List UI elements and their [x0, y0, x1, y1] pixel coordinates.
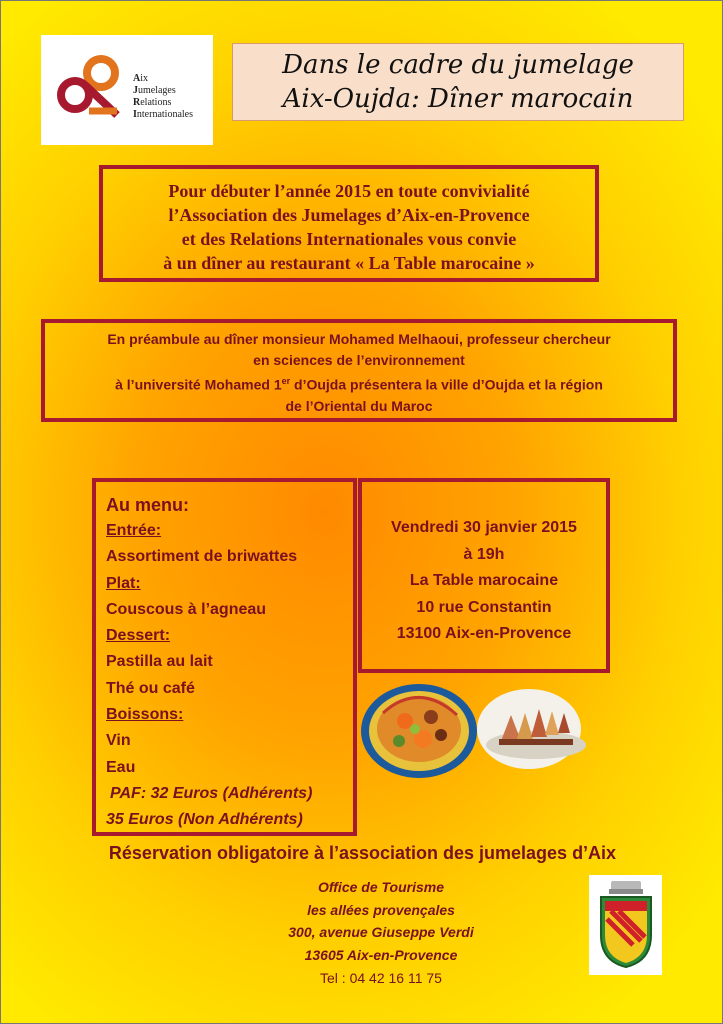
title-banner: [232, 43, 684, 121]
menu-heading: Au menu:: [106, 495, 189, 515]
price-members: PAF: 32 Euros (Adhérents): [110, 784, 313, 802]
intro-line: l’Association des Jumelages d’Aix-en-Provence: [168, 205, 530, 225]
menu-section-entree: Entrée:: [106, 522, 162, 539]
office-city: 13605 Aix-en-Provence: [304, 947, 458, 964]
price-non-members: 35 Euros (Non Adhérents): [106, 811, 303, 829]
logo-text: Aix Jumelages Relations Internationales: [133, 73, 193, 120]
ajri-logo-mark-icon: [55, 51, 129, 125]
event-details-box: [358, 478, 610, 673]
menu-section-plat: Plat:: [106, 574, 141, 592]
menu-item: Vin: [106, 732, 131, 750]
menu-item: Thé ou café: [106, 679, 195, 697]
intro-line: Pour débuter l’année 2015 en toute convivialité: [168, 181, 530, 201]
event-date: Vendredi 30 janvier 2015: [391, 519, 577, 536]
couscous-and-tagine-photo: [361, 683, 586, 783]
menu-item: Pastilla au lait: [106, 653, 213, 671]
menu-item: Couscous à l’agneau: [106, 600, 267, 618]
menu-box: [92, 478, 357, 836]
office-name: Office de Tourisme: [317, 879, 445, 895]
intro-line: et des Relations Internationales vous convie: [181, 229, 517, 249]
office-street: 300, avenue Giuseppe Verdi: [288, 924, 474, 941]
event-time: à 19h: [463, 545, 505, 563]
city-crest: [589, 875, 662, 975]
menu-section-dessert: Dessert:: [106, 627, 171, 645]
preamble-line-3: à l’université Mohamed 1er d’Oujda présentera la ville d’Oujda et la région: [115, 376, 603, 393]
coat-of-arms-icon: [589, 875, 662, 975]
office-place: les allées provençales: [307, 901, 455, 918]
event-city: 13100 Aix-en-Provence: [396, 625, 572, 642]
association-logo: [41, 35, 213, 145]
title-line-1: Dans le cadre du jumelage: [282, 50, 634, 80]
event-venue: La Table marocaine: [409, 572, 559, 589]
preamble-box: [41, 319, 677, 422]
menu-section-boissons: Boissons:: [106, 706, 184, 724]
preamble-line-1: En préambule au dîner monsieur Mohamed Melhaoui, professeur chercheur: [107, 331, 611, 347]
event-street: 10 rue Constantin: [416, 598, 552, 616]
tourist-office-address: [261, 876, 501, 990]
intro-line: à un dîner au restaurant « La Table marocaine »: [163, 253, 535, 273]
intro-box: [99, 165, 599, 282]
preamble-line-2: en sciences de l’environnement: [253, 352, 465, 368]
reservation-notice: Réservation obligatoire à l’association des jumelages d’Aix: [108, 843, 617, 863]
preamble-line-4: de l’Oriental du Maroc: [285, 397, 433, 414]
menu-item: Assortiment de briwattes: [106, 548, 298, 566]
menu-item: Eau: [106, 758, 136, 776]
title-line-2: Aix-Oujda: Dîner marocain: [282, 84, 634, 114]
office-phone: Tel : 04 42 16 11 75: [320, 969, 442, 986]
